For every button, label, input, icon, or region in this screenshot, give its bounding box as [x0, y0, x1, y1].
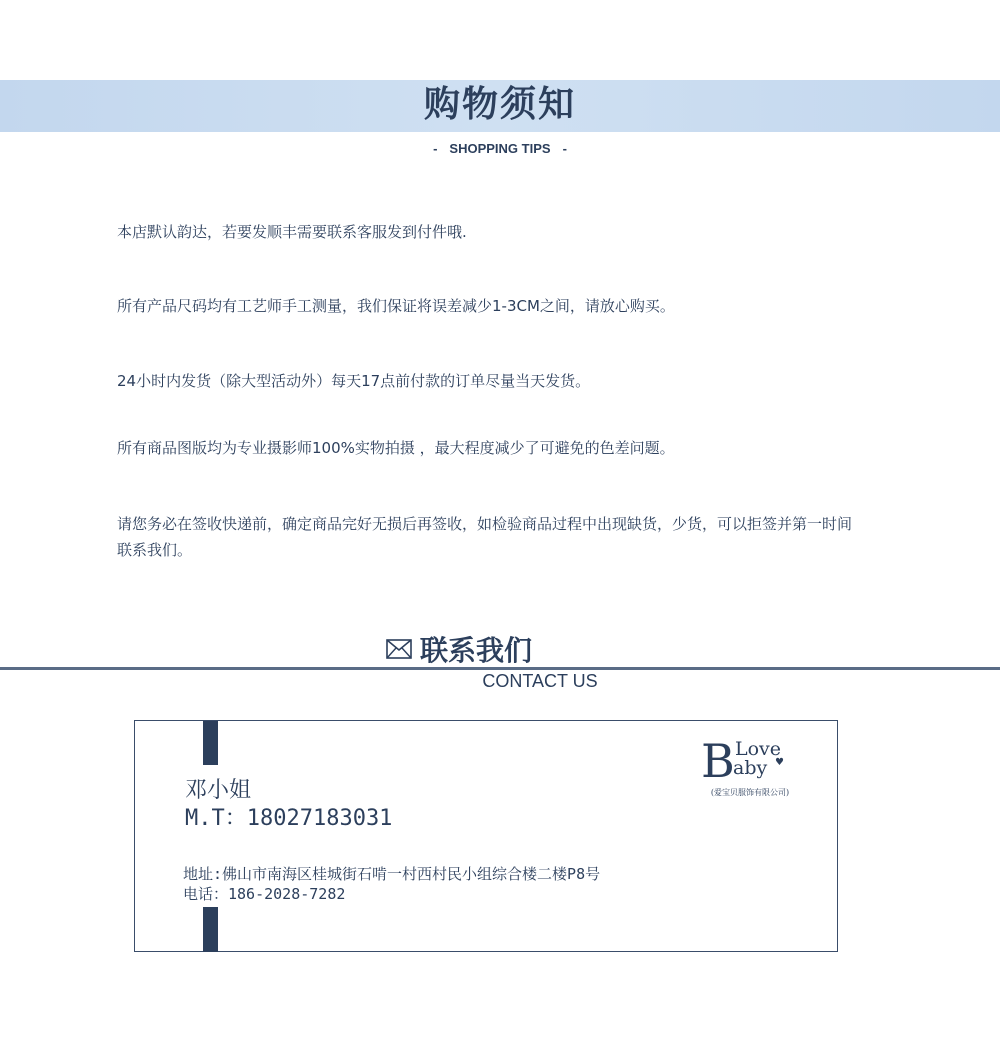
contact-mobile: M.T：18027183031: [185, 806, 393, 831]
logo-aby: aby: [733, 757, 768, 779]
card-accent-bar-top: [203, 721, 218, 765]
tip-dispatch: 24小时内发货（除大型活动外）每天17点前付款的订单尽量当天发货。: [117, 372, 591, 390]
business-card: [134, 720, 838, 952]
logo-letter-b: B: [701, 734, 735, 788]
tip-shipping: 本店默认韵达，若要发顺丰需要联系客服发到付件哦.: [117, 223, 467, 241]
contact-phone: 电话：186-2028-7282: [183, 885, 346, 903]
contact-divider: [0, 667, 1000, 670]
contact-heading: [386, 630, 532, 668]
heart-icon: ♥: [775, 757, 784, 768]
tip-sizing: 所有产品尺码均有工艺师手工测量，我们保证将误差减少1-3CM之间，请放心购买。: [117, 297, 675, 315]
subtitle-text: SHOPPING TIPS: [449, 141, 551, 156]
page-title: 购物须知: [423, 84, 576, 125]
contact-address: 地址:佛山市南海区桂城街石啃一村西村民小组综合楼二楼P8号: [183, 865, 601, 883]
tip-inspection: 请您务必在签收快递前，确定商品完好无损后再签收，如检验商品过程中出现缺货，少货，可以拒签并第一时间联系我们。: [117, 515, 853, 559]
page-subtitle: [0, 140, 1000, 158]
contact-title: 联系我们: [420, 634, 533, 667]
logo-love: Love: [735, 738, 782, 760]
subtitle-dash-left: -: [433, 141, 438, 156]
brand-logo: [691, 734, 809, 803]
contact-name: 邓小姐: [185, 778, 252, 803]
tip-photos: 所有商品图版均为专业摄影师100%实物拍摄 ，最大程度减少了可避免的色差问题。: [117, 439, 675, 457]
contact-subtitle: CONTACT US: [482, 671, 598, 691]
logo-company: (爱宝贝服饰有限公司): [710, 788, 790, 797]
card-accent-bar-bottom: [203, 907, 218, 952]
subtitle-dash-right: -: [562, 141, 567, 156]
mail-icon: [386, 639, 412, 659]
